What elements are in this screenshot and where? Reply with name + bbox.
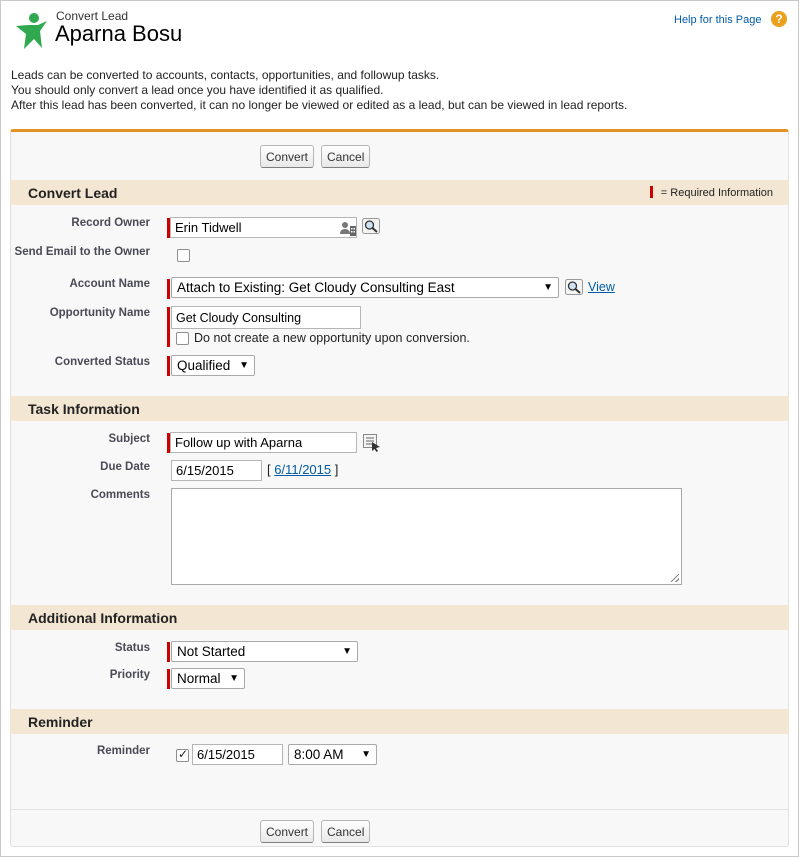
comments-textarea[interactable] bbox=[171, 488, 682, 585]
opportunity-name-label: Opportunity Name bbox=[49, 307, 150, 319]
status-label: Status bbox=[114, 642, 150, 654]
subject-label: Subject bbox=[108, 433, 150, 445]
chevron-down-icon: ▼ bbox=[229, 673, 239, 684]
section-additional-information bbox=[10, 605, 789, 630]
intro-text bbox=[11, 68, 627, 113]
priority-select[interactable] bbox=[171, 668, 245, 689]
subject-value: Follow up with Aparna bbox=[175, 435, 303, 450]
section-convert-lead bbox=[10, 180, 789, 205]
resize-handle-icon[interactable] bbox=[671, 574, 679, 582]
converted-status-value: Qualified bbox=[177, 358, 231, 373]
today-bracket-open: [ bbox=[267, 462, 271, 477]
chevron-down-icon: ▼ bbox=[543, 282, 553, 293]
intro-line-3: After this lead has been converted, it can no longer be viewed or edited as a lead, but can be viewed in lead reports. bbox=[11, 98, 628, 112]
reminder-date-input[interactable] bbox=[192, 744, 283, 765]
opportunity-name-value: Get Cloudy Consulting bbox=[176, 311, 302, 325]
chevron-down-icon: ▼ bbox=[342, 646, 352, 657]
section-reminder bbox=[10, 709, 789, 734]
record-owner-input[interactable] bbox=[170, 217, 357, 238]
section-task-information bbox=[10, 396, 789, 421]
section-title-reminder: Reminder bbox=[28, 714, 93, 730]
section-title-convert-lead: Convert Lead bbox=[28, 185, 118, 201]
required-info-legend bbox=[650, 186, 773, 199]
divider bbox=[11, 809, 788, 810]
due-date-label: Due Date bbox=[100, 461, 150, 473]
converted-status-label: Converted Status bbox=[54, 356, 150, 368]
send-email-label: Send Email to the Owner bbox=[14, 246, 150, 258]
comments-label: Comments bbox=[90, 489, 150, 501]
opportunity-name-required bbox=[167, 307, 170, 347]
section-title-task-information: Task Information bbox=[28, 401, 140, 417]
lead-star-icon bbox=[14, 12, 48, 50]
reminder-time-select[interactable] bbox=[288, 744, 377, 765]
today-bracket-close: ] bbox=[334, 462, 339, 477]
help-icon[interactable]: ? bbox=[771, 11, 787, 27]
chevron-down-icon: ▼ bbox=[361, 749, 371, 760]
convert-button-bottom[interactable]: Convert bbox=[260, 820, 314, 843]
page-subtitle: Convert Lead bbox=[56, 9, 129, 23]
send-email-checkbox[interactable] bbox=[177, 249, 190, 262]
today-date bbox=[267, 462, 338, 477]
today-date-link[interactable]: 6/11/2015 bbox=[274, 462, 332, 477]
no-opportunity-label: Do not create a new opportunity upon conversion. bbox=[194, 331, 470, 345]
reminder-checkbox[interactable] bbox=[176, 749, 189, 762]
priority-value: Normal bbox=[177, 671, 221, 686]
convert-button-top[interactable]: Convert bbox=[260, 145, 314, 168]
intro-line-1: Leads can be converted to accounts, contacts, opportunities, and followup tasks. bbox=[11, 68, 440, 82]
user-hierarchy-icon[interactable] bbox=[339, 220, 357, 238]
account-name-value: Attach to Existing: Get Cloudy Consulting East bbox=[177, 280, 455, 295]
subject-combobox-icon[interactable] bbox=[363, 434, 381, 452]
cancel-button-bottom[interactable]: Cancel bbox=[321, 820, 370, 843]
chevron-down-icon: ▼ bbox=[239, 360, 249, 371]
reminder-label: Reminder bbox=[96, 745, 150, 757]
account-lookup-icon[interactable] bbox=[565, 279, 583, 295]
priority-required bbox=[167, 669, 170, 689]
account-name-required bbox=[167, 279, 170, 299]
intro-line-2: You should only convert a lead once you have identified it as qualified. bbox=[11, 83, 384, 97]
section-title-additional-information: Additional Information bbox=[28, 610, 178, 626]
record-owner-value: Erin Tidwell bbox=[175, 220, 242, 235]
account-name-select[interactable] bbox=[171, 277, 559, 298]
reminder-date-value: 6/15/2015 bbox=[197, 747, 255, 762]
required-info-text: = Required Information bbox=[660, 187, 773, 199]
status-select[interactable] bbox=[171, 641, 358, 662]
due-date-value: 6/15/2015 bbox=[176, 463, 234, 478]
required-marker bbox=[650, 186, 653, 198]
reminder-time-value: 8:00 AM bbox=[294, 747, 344, 762]
account-view-link[interactable]: View bbox=[588, 280, 615, 294]
account-name-label: Account Name bbox=[69, 278, 150, 290]
status-required bbox=[167, 642, 170, 662]
status-value: Not Started bbox=[177, 644, 246, 659]
due-date-input[interactable] bbox=[171, 460, 262, 481]
cancel-button-top[interactable]: Cancel bbox=[321, 145, 370, 168]
converted-status-select[interactable] bbox=[171, 355, 255, 376]
page-title: Aparna Bosu bbox=[55, 21, 183, 46]
converted-status-required bbox=[167, 356, 170, 376]
help-link[interactable]: Help for this Page bbox=[674, 14, 762, 26]
record-owner-lookup-icon[interactable] bbox=[362, 218, 380, 234]
subject-input[interactable] bbox=[170, 432, 357, 453]
opportunity-name-input[interactable] bbox=[171, 306, 361, 329]
no-opportunity-checkbox[interactable] bbox=[176, 332, 189, 345]
record-owner-label: Record Owner bbox=[71, 217, 150, 229]
priority-label: Priority bbox=[109, 669, 150, 681]
